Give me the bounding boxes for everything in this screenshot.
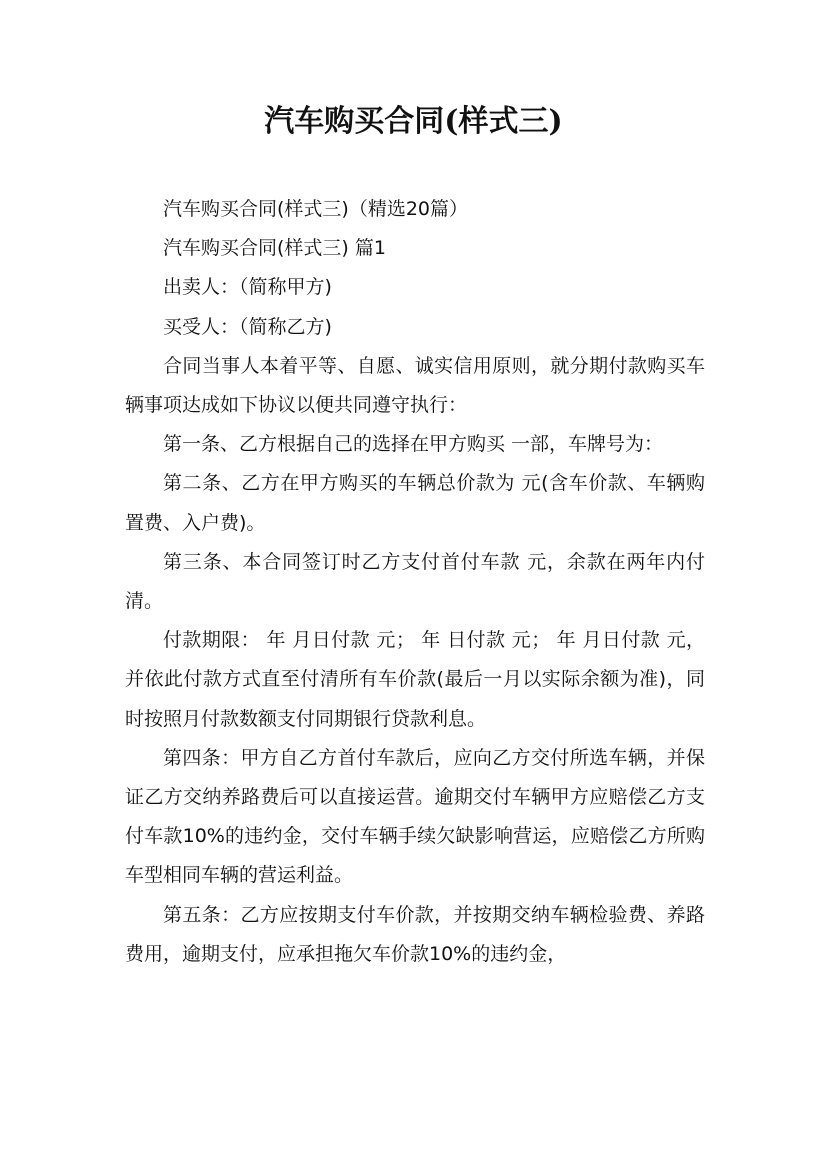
- paragraph-seller: 出卖人：（简称甲方): [163, 276, 332, 299]
- document-title: 汽车购买合同(样式三): [264, 104, 563, 139]
- paragraph-article-4: 第四条：甲方自乙方首付车款后，应向乙方交付所选车辆，并保证乙方交纳养路费后可以直接运营。逾期交付车辆甲方应赔偿乙方支付车款10%的违约金，交付车辆手续欠缺影响营运，应赔偿乙方所购车型相同车辆的营运利益。: [125, 746, 705, 887]
- paragraph-collection-heading: 汽车购买合同(样式三)（精选20篇）: [163, 198, 469, 220]
- paragraph-payment-terms: 付款期限： 年 月日付款 元； 年 日付款 元； 年 月日付款 元，并依此付款方式直至付清所有车价款(最后一月以实际余额为准)，同时按照月付款数额支付同期银行贷款利息。: [125, 629, 705, 730]
- paragraph-buyer: 买受人：（简称乙方): [163, 315, 332, 338]
- document-body: [125, 190, 705, 974]
- paragraph-article-1: 第一条、乙方根据自己的选择在甲方购买 一部，车牌号为：: [163, 433, 664, 456]
- paragraph-article-5: 第五条：乙方应按期支付车价款，并按期交纳车辆检验费、养路费用，逾期支付，应承担拖欠车价款10%的违约金，: [125, 903, 705, 965]
- paragraph-article-heading: 汽车购买合同(样式三) 篇1: [163, 237, 386, 260]
- paragraph-article-2: 第二条、乙方在甲方购买的车辆总价款为 元(含车价款、车辆购置费、入户费)。: [125, 472, 705, 534]
- paragraph-article-3: 第三条、本合同签订时乙方支付首付车款 元，余款在两年内付清。: [125, 550, 705, 613]
- paragraph-intro: 合同当事人本着平等、自愿、诚实信用原则，就分期付款购买车辆事项达成如下协议以便共同遵守执行：: [125, 354, 705, 417]
